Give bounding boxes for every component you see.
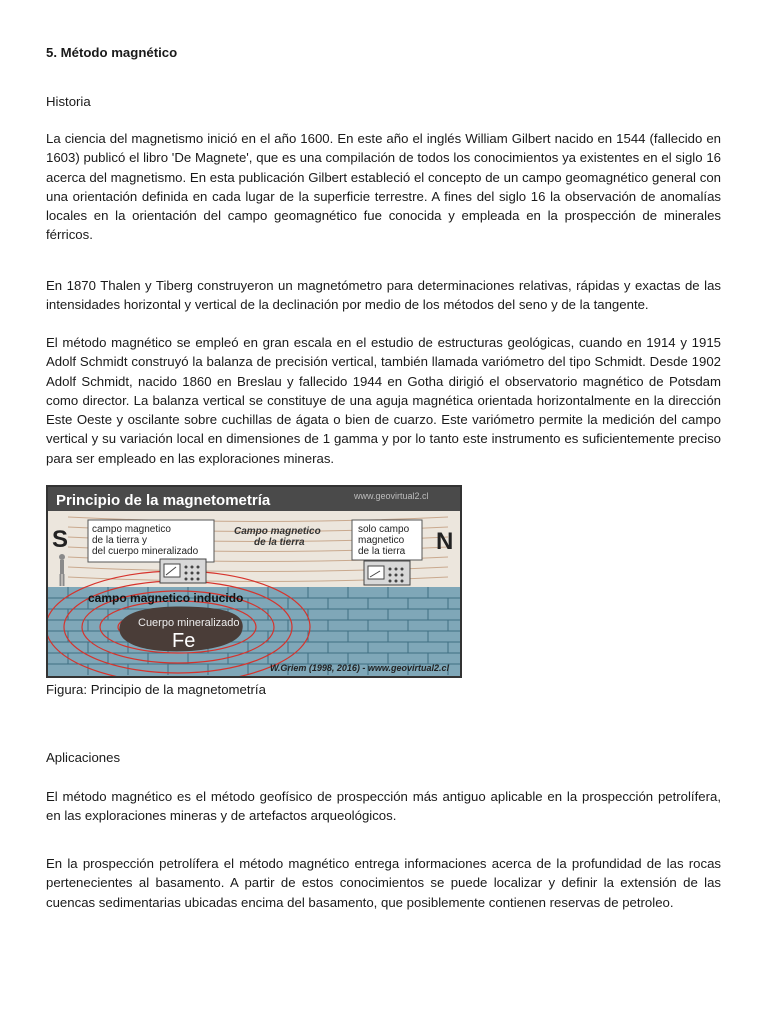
label-right-line-3: de la tierra: [358, 546, 406, 557]
label-center-line-1: Campo magnetico: [234, 526, 321, 537]
paragraph-applications-1: El método magnético es el método geofísico de prospección más antiguo aplicable en la prospección petrolífera, en las exploraciones mineras y de artefactos arqueológicos.: [46, 789, 721, 824]
label-left-line-2: de la tierra y: [92, 535, 148, 546]
history-heading: Historia: [46, 94, 91, 109]
pole-north: N: [436, 528, 454, 555]
ore-body-label: Cuerpo mineralizado: [138, 617, 240, 629]
magnetometer-right-icon: [364, 561, 410, 585]
label-center-line-2: de la tierra: [254, 537, 305, 548]
paragraph-history-3: El método magnético se empleó en gran escala en el estudio de estructuras geológicas, cuando en 1914 y 1915 Adolf Schmidt construyó la balanza de precisión vertical, también llamada variómetro del tipo Schmidt. Desde 1902 Adolf Schmidt, nacido 1860 en Breslau y fallecido 1944 en Gotha dirigió el observatorio magnético de Potsdam como director. La balanza vertical se constituye de una aguja magnética orientada horizontalmente en la dirección Este Oeste y oscilante sobre cuchillas de ágata o bien de cuarzo. Este variómetro permite la medición del campo vertical y su variación local en dimensiones de 1 gamma y por lo tanto este instrumento es suficientemente preciso para ser empleado en las exploraciones mineras.: [46, 335, 721, 466]
label-right-line-2: magnetico: [358, 535, 405, 546]
paragraph-history-1: La ciencia del magnetismo inició en el año 1600. En este año el inglés William Gilbert nacido en 1544 (fallecido en 1603) publicó el libro 'De Magnete', que es una compilación de todos los conocimientos ya existentes en el siglo 16 acerca del magnetismo. En esta publicación Gilbert estableció el concepto de un campo geomagnético general con una orientación definida en cada lugar de la superficie terrestre. A fines del siglo 16 la observación de anomalías locales en la orientación del campo geomagnético fue conocida y empleada en la prospección de minerales férricos.: [46, 131, 721, 243]
section-title: 5. Método magnético: [46, 45, 178, 60]
label-right-line-1: solo campo: [358, 524, 410, 535]
figure-title: Principio de la magnetometría: [56, 492, 271, 509]
figure-watermark: www.geovirtual2.cl: [354, 491, 429, 501]
induced-field-label: campo magnetico inducido: [88, 591, 244, 605]
paragraph-history-2: En 1870 Thalen y Tiberg construyeron un magnetómetro para determinaciones relativas, rápidas y exactas de las intensidades horizontal y vertical de la declinación por medio de los métodos del seno y de la tangente.: [46, 278, 721, 313]
pole-south: S: [52, 526, 69, 553]
figure-caption: Figura: Principio de la magnetometría: [46, 682, 266, 697]
paragraph-applications-2: En la prospección petrolífera el método magnético entrega informaciones acerca de la profundidad de las rocas pertenecientes al basamento. A partir de estos conocimientos se puede localizar y definir la extensión de las cuencas sedimentarias ubicadas encima del basamento, que posiblemente contienen reservas de petroleo.: [46, 856, 721, 910]
magnetometry-figure: [46, 485, 462, 678]
label-left-line-1: campo magnetico: [92, 524, 171, 535]
figure-credit: W.Griem (1998, 2016) - www.geovirtual2.cl: [270, 663, 450, 673]
label-left-line-3: del cuerpo mineralizado: [92, 546, 199, 557]
magnetometer-left-icon: [160, 559, 206, 583]
element-symbol: Fe: [172, 630, 196, 652]
applications-heading: Aplicaciones: [46, 750, 121, 765]
